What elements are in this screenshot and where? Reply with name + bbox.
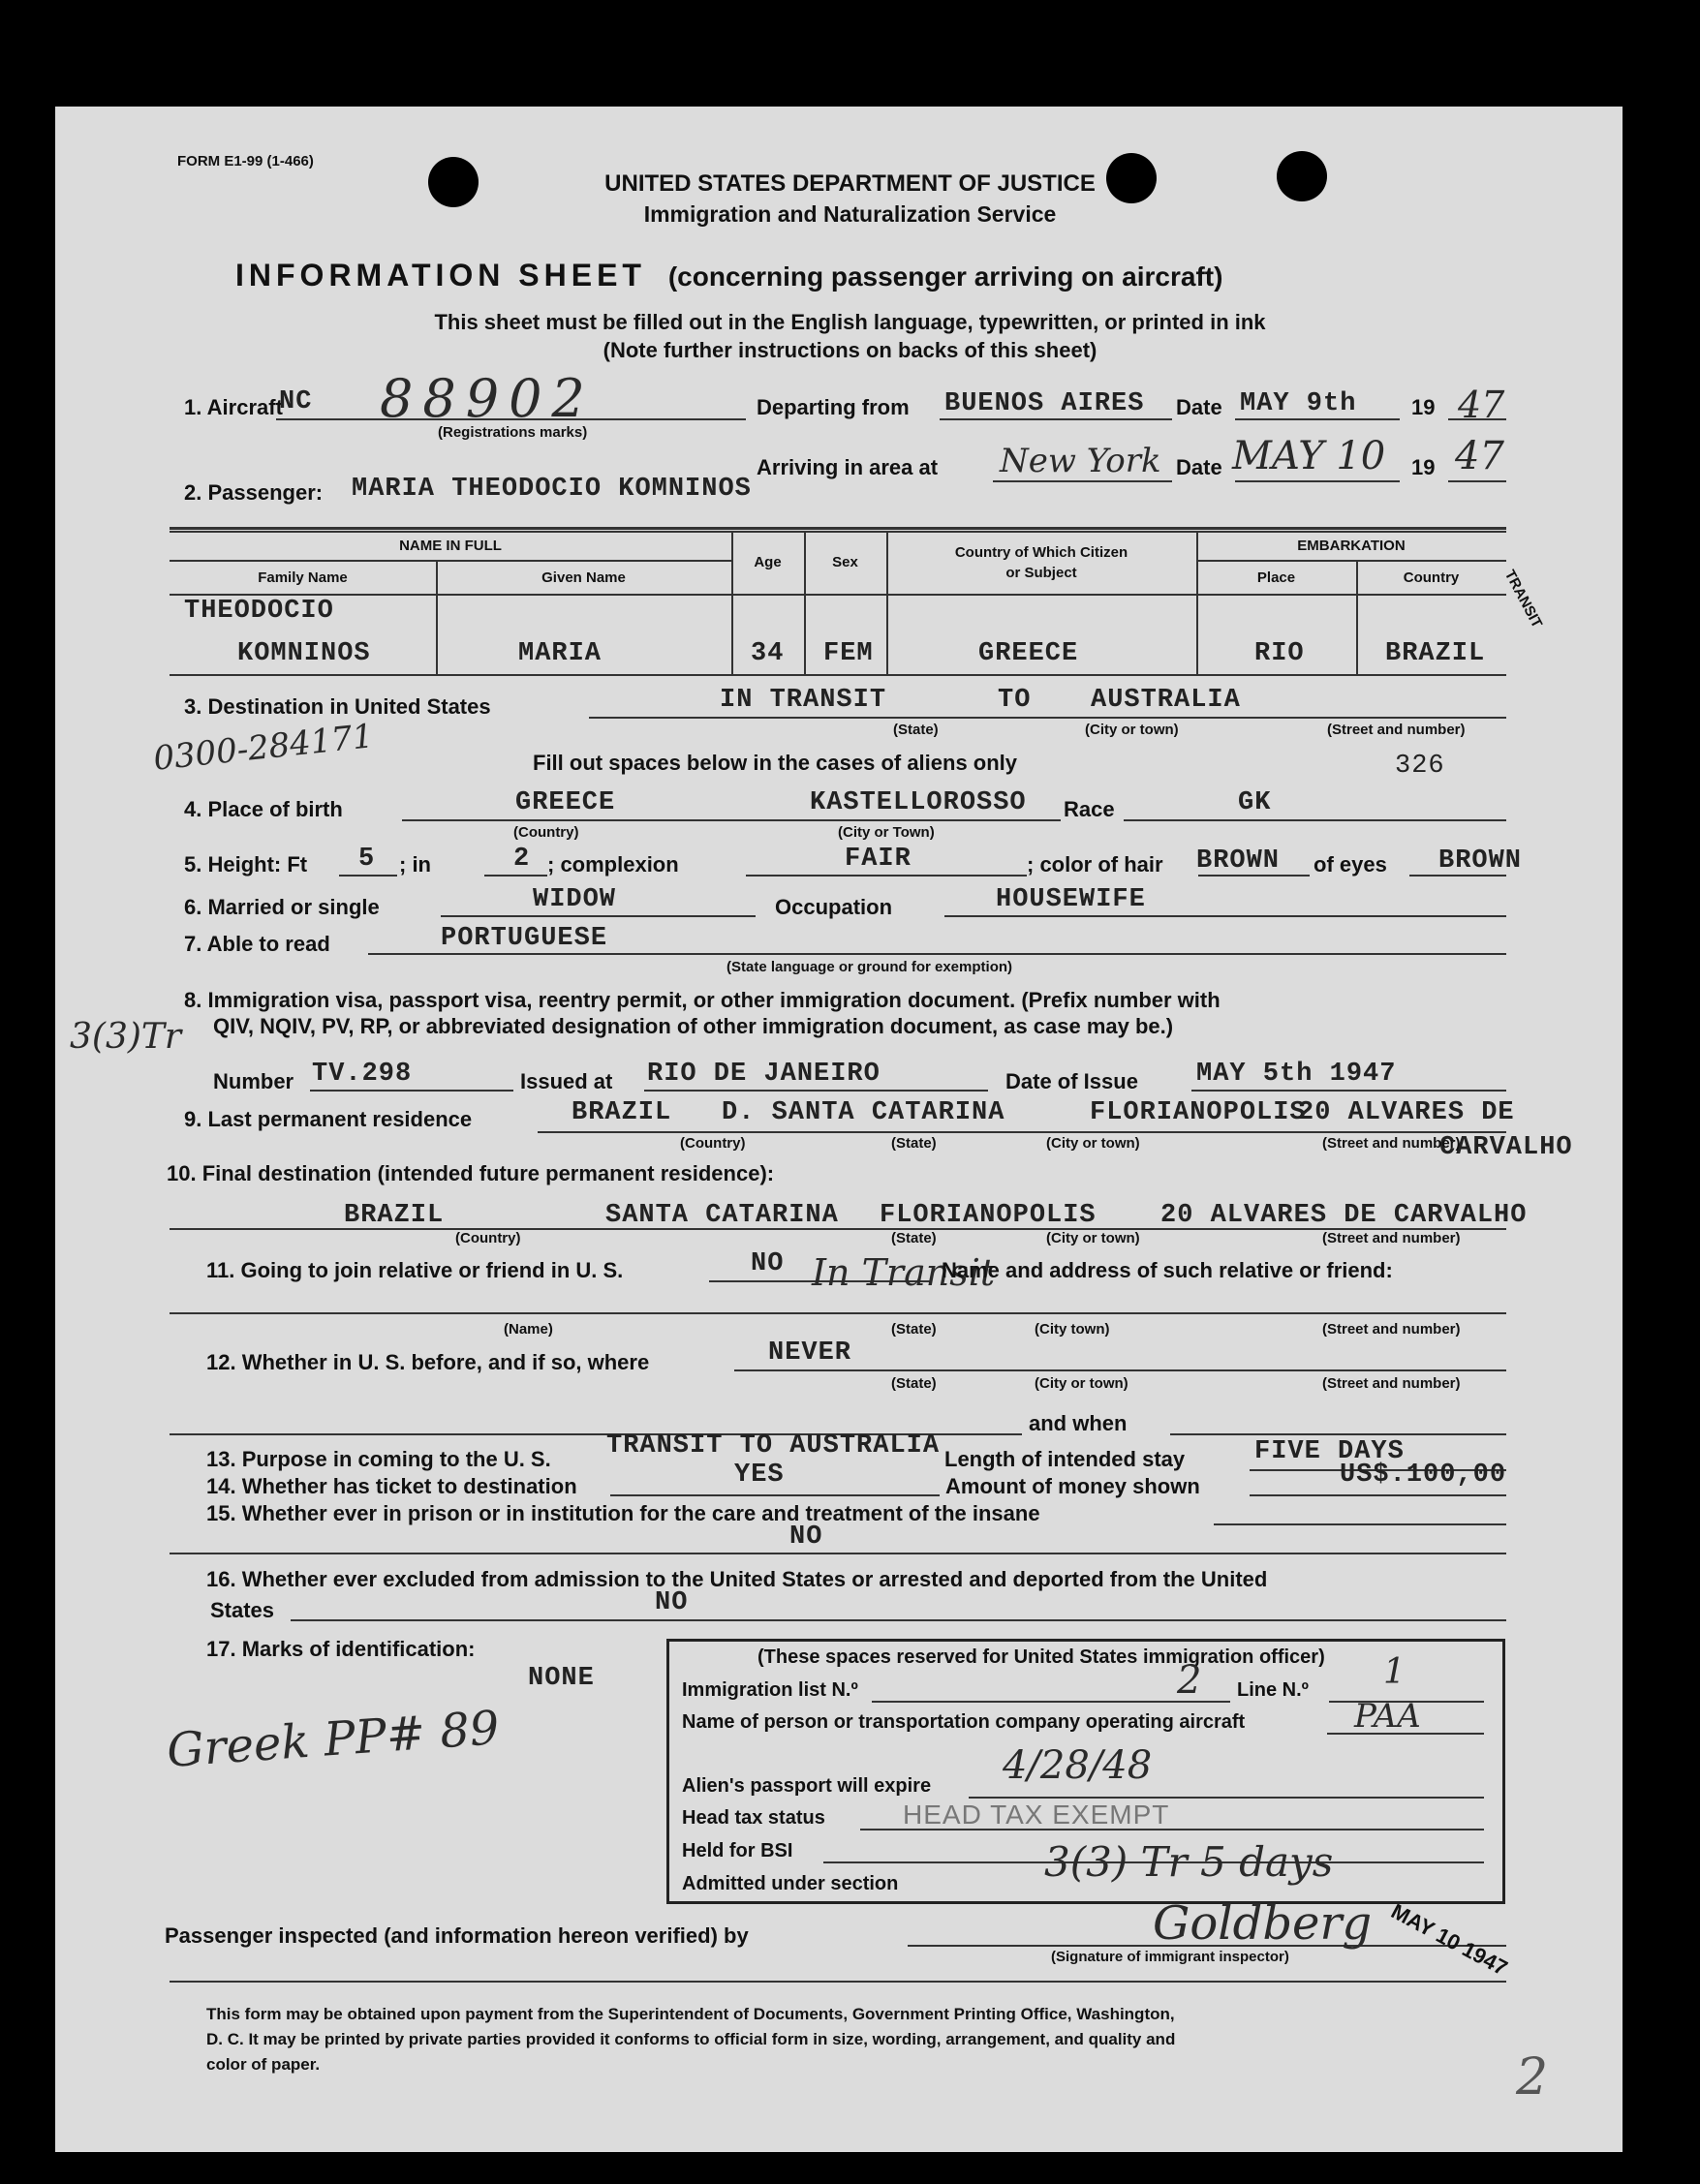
prison-label: 15. Whether ever in prison or in institution for the care and treatment of the insane — [206, 1501, 1040, 1525]
final-dest-city: FLORIANOPOLIS — [880, 1201, 1097, 1230]
service-title: Immigration and Naturalization Service — [643, 201, 1057, 227]
footer-line-1: This form may be obtained upon payment from the Superintendent of Documents, Government Printing Office, Washington, — [206, 2005, 1175, 2023]
final-dest-cap-country: (Country) — [455, 1230, 521, 1246]
col-country: Country — [1403, 569, 1460, 586]
sheet-title — [235, 258, 1222, 293]
embark-country-value: BRAZIL — [1385, 639, 1486, 668]
family-name-value-1: THEODOCIO — [184, 597, 334, 626]
final-dest-country: BRAZIL — [344, 1201, 445, 1230]
departing-year: 47 — [1458, 384, 1505, 426]
number-326: 326 — [1395, 752, 1445, 781]
final-dest-state: SANTA CATARINA — [605, 1201, 839, 1230]
aircraft-prefix: NC — [279, 387, 313, 416]
marks-value: NONE — [528, 1664, 595, 1693]
visa-margin-note: 3(3)Tr — [70, 1017, 182, 1057]
destination-cap-state: (State) — [893, 722, 939, 738]
departing-value: BUENOS AIRES — [944, 389, 1145, 418]
residence-cap-state: (State) — [891, 1135, 937, 1152]
instructions-line-1: This sheet must be filled out in the English language, typewritten, or printed in ink — [434, 310, 1266, 334]
age-value: 34 — [751, 639, 785, 668]
footer-line-3: color of paper. — [206, 2055, 321, 2074]
passenger-value: MARIA THEODOCIO KOMNINOS — [352, 475, 752, 504]
birth-label: 4. Place of birth — [184, 797, 343, 821]
admitted-value: 3(3) Tr 5 days — [1044, 1838, 1334, 1886]
purpose-label: 13. Purpose in coming to the U. S. — [206, 1447, 551, 1471]
birth-cap-city: (City or Town) — [838, 824, 935, 841]
inspection-signature: Goldberg — [1153, 1896, 1373, 1951]
list-label: Immigration list N.º — [682, 1679, 858, 1701]
height-label: 5. Height: Ft — [184, 852, 308, 877]
departing-date-label: Date — [1176, 395, 1222, 419]
join-cap-city: (City town) — [1035, 1321, 1110, 1338]
marital-label: 6. Married or single — [184, 895, 380, 919]
visa-label-1: 8. Immigration visa, passport visa, reentry permit, or other immigration document. (Prefix number with — [184, 988, 1221, 1012]
company-value: PAA — [1354, 1697, 1421, 1736]
visa-label-2: QIV, NQIV, PV, RP, or abbreviated designation of other immigration document, as case may be.) — [213, 1014, 1174, 1038]
expire-label: Alien's passport will expire — [682, 1775, 932, 1797]
join-label: 11. Going to join relative or friend in U. S. — [206, 1258, 624, 1282]
join-value: NO — [751, 1249, 785, 1278]
departing-label: Departing from — [757, 395, 910, 419]
join-cap-street: (Street and number) — [1322, 1321, 1461, 1338]
excluded-label-1: 16. Whether ever excluded from admission to the United States or arrested and deported from the United — [206, 1567, 1268, 1591]
before-value: NEVER — [768, 1338, 852, 1368]
destination-cap-street: (Street and number) — [1327, 722, 1466, 738]
inspection-label: Passenger inspected (and information hereon verified) by — [165, 1923, 749, 1948]
line-value: 1 — [1383, 1652, 1406, 1692]
tax-label: Head tax status — [682, 1807, 825, 1829]
read-caption: (State language or ground for exemption) — [726, 959, 1013, 975]
race-value: GK — [1238, 788, 1272, 817]
read-value: PORTUGUESE — [441, 924, 608, 953]
family-name-value-2: KOMNINOS — [237, 639, 371, 668]
instructions-line-2: (Note further instructions on backs of this sheet) — [603, 338, 1097, 362]
ticket-value: YES — [734, 1461, 785, 1490]
col-country-citizen-1: Country of Which Citizen — [954, 544, 1128, 561]
marks-handwritten: Greek PP# 89 — [165, 1701, 502, 1778]
col-name-in-full: NAME IN FULL — [399, 538, 502, 554]
visa-number-label: Number — [213, 1069, 294, 1093]
eyes-label: of eyes — [1314, 852, 1387, 877]
birth-city: KASTELLOROSSO — [810, 788, 1027, 817]
height-ft: 5 — [358, 845, 376, 874]
money-value: US$.100,00 — [1340, 1461, 1507, 1490]
complexion-label: ; complexion — [547, 852, 679, 877]
join-name-label: Name and address of such relative or friend: — [942, 1258, 1393, 1282]
residence-cap-country: (Country) — [680, 1135, 746, 1152]
excluded-value: NO — [655, 1588, 689, 1617]
arriving-year: 47 — [1455, 434, 1504, 478]
occupation-label: Occupation — [775, 895, 893, 919]
purpose-value: TRANSIT TO AUSTRALIA — [606, 1431, 941, 1461]
destination-value-3: AUSTRALIA — [1091, 686, 1241, 715]
sheet-title-sub: (concerning passenger arriving on aircraft) — [667, 261, 1223, 292]
prison-value: NO — [789, 1523, 823, 1552]
read-label: 7. Able to read — [184, 932, 330, 956]
passenger-label: 2. Passenger: — [184, 480, 324, 505]
arriving-value: New York — [1000, 442, 1161, 480]
arriving-date: MAY 10 — [1232, 434, 1386, 478]
departing-date: MAY 9th — [1240, 389, 1357, 418]
inspection-caption: (Signature of immigrant inspector) — [1051, 1949, 1289, 1965]
join-cap-name: (Name) — [504, 1321, 553, 1338]
inspection-stamp-date: MAY 10 1947 — [1387, 1898, 1512, 1981]
list-value: 2 — [1177, 1658, 1202, 1703]
form-number: FORM E1-99 (1-466) — [177, 153, 314, 169]
final-dest-cap-city: (City or town) — [1046, 1230, 1140, 1246]
race-label: Race — [1064, 797, 1115, 821]
handwritten-file-number: 0300-284171 — [151, 717, 376, 779]
residence-street-2: CARVALHO — [1439, 1133, 1573, 1162]
residence-country: BRAZIL — [572, 1098, 672, 1127]
visa-issued-label: Issued at — [520, 1069, 613, 1093]
ticket-label: 14. Whether has ticket to destination — [206, 1474, 577, 1498]
registration-caption: (Registrations marks) — [438, 424, 588, 441]
company-label: Name of person or transportation company operating aircraft — [682, 1711, 1246, 1733]
aircraft-label: 1. Aircraft — [184, 395, 283, 419]
sheet-title-main: INFORMATION SHEET — [235, 258, 646, 292]
before-cap-street: (Street and number) — [1322, 1375, 1461, 1392]
col-place: Place — [1256, 569, 1296, 586]
citizen-value: GREECE — [978, 639, 1079, 668]
before-cap-city: (City or town) — [1035, 1375, 1128, 1392]
embark-place-value: RIO — [1254, 639, 1305, 668]
given-name-value: MARIA — [518, 639, 603, 668]
department-title: UNITED STATES DEPARTMENT OF JUSTICE — [604, 170, 1096, 197]
aliens-only-note: Fill out spaces below in the cases of aliens only — [533, 751, 1018, 775]
expire-value: 4/28/48 — [1003, 1743, 1153, 1788]
stay-value: FIVE DAYS — [1254, 1437, 1405, 1466]
transit-stamp: TRANSIT — [1500, 567, 1546, 631]
col-sex: Sex — [832, 554, 858, 570]
sex-value: FEM — [823, 639, 874, 668]
final-dest-cap-street: (Street and number) — [1322, 1230, 1461, 1246]
page-mark: 2 — [1516, 2048, 1549, 2107]
join-handwritten: In Transit — [812, 1251, 996, 1294]
residence-state: D. SANTA CATARINA — [722, 1098, 1005, 1127]
arriving-label: Arriving in area at — [757, 455, 939, 479]
residence-label: 9. Last permanent residence — [184, 1107, 473, 1131]
residence-cap-city: (City or town) — [1046, 1135, 1140, 1152]
excluded-label-2: States — [210, 1598, 275, 1622]
final-dest-street: 20 ALVARES DE CARVALHO — [1160, 1201, 1528, 1230]
line-label: Line N.º — [1237, 1679, 1309, 1701]
col-given-name: Given Name — [541, 569, 626, 586]
final-dest-label: 10. Final destination (intended future permanent residence): — [167, 1161, 775, 1185]
visa-number: TV.298 — [312, 1060, 413, 1089]
col-age: Age — [754, 554, 782, 570]
birth-cap-country: (Country) — [513, 824, 579, 841]
final-dest-cap-state: (State) — [891, 1230, 937, 1246]
marital-value: WIDOW — [533, 885, 617, 914]
col-embarkation: EMBARKATION — [1297, 538, 1406, 554]
visa-issued: RIO DE JANEIRO — [647, 1060, 881, 1089]
departing-year-prefix: 19 — [1411, 395, 1436, 419]
arriving-date-label: Date — [1176, 455, 1222, 479]
visa-date: MAY 5th 1947 — [1196, 1060, 1397, 1089]
marks-label: 17. Marks of identification: — [206, 1637, 476, 1661]
visa-date-label: Date of Issue — [1005, 1069, 1138, 1093]
col-country-citizen-2: or Subject — [1005, 565, 1077, 581]
before-label: 12. Whether in U. S. before, and if so, where — [206, 1350, 650, 1374]
birth-country: GREECE — [515, 788, 616, 817]
stay-label: Length of intended stay — [944, 1447, 1186, 1471]
eyes-value: BROWN — [1438, 846, 1523, 876]
footer-line-2: D. C. It may be printed by private parties provided it conforms to official form in size, wording, arrangement, and quality and — [206, 2030, 1176, 2048]
hair-value: BROWN — [1196, 846, 1281, 876]
before-cap-state: (State) — [891, 1375, 937, 1392]
money-label: Amount of money shown — [945, 1474, 1200, 1498]
residence-cap-street: (Street and number) — [1322, 1135, 1461, 1152]
destination-label: 3. Destination in United States — [184, 694, 491, 719]
bsi-label: Held for BSI — [682, 1840, 793, 1861]
destination-value-1: IN TRANSIT — [720, 686, 887, 715]
complexion-value: FAIR — [845, 845, 912, 874]
join-cap-state: (State) — [891, 1321, 937, 1338]
height-in-label: ; in — [399, 852, 431, 877]
height-in: 2 — [513, 845, 531, 874]
aircraft-number: 88902 — [380, 368, 595, 429]
col-family-name: Family Name — [258, 569, 348, 586]
destination-cap-city: (City or town) — [1085, 722, 1179, 738]
officer-box-title: (These spaces reserved for United States immigration officer) — [757, 1646, 1325, 1668]
residence-city: FLORIANOPOLIS — [1090, 1098, 1307, 1127]
hair-label: ; color of hair — [1027, 852, 1163, 877]
residence-street-1: 20 ALVARES DE — [1298, 1098, 1515, 1127]
admitted-label: Admitted under section — [682, 1873, 899, 1894]
tax-value: HEAD TAX EXEMPT — [903, 1799, 1170, 1830]
before-and-when: and when — [1029, 1411, 1128, 1435]
occupation-value: HOUSEWIFE — [996, 885, 1146, 914]
destination-value-2: TO — [998, 686, 1032, 715]
arriving-year-prefix: 19 — [1411, 455, 1436, 479]
